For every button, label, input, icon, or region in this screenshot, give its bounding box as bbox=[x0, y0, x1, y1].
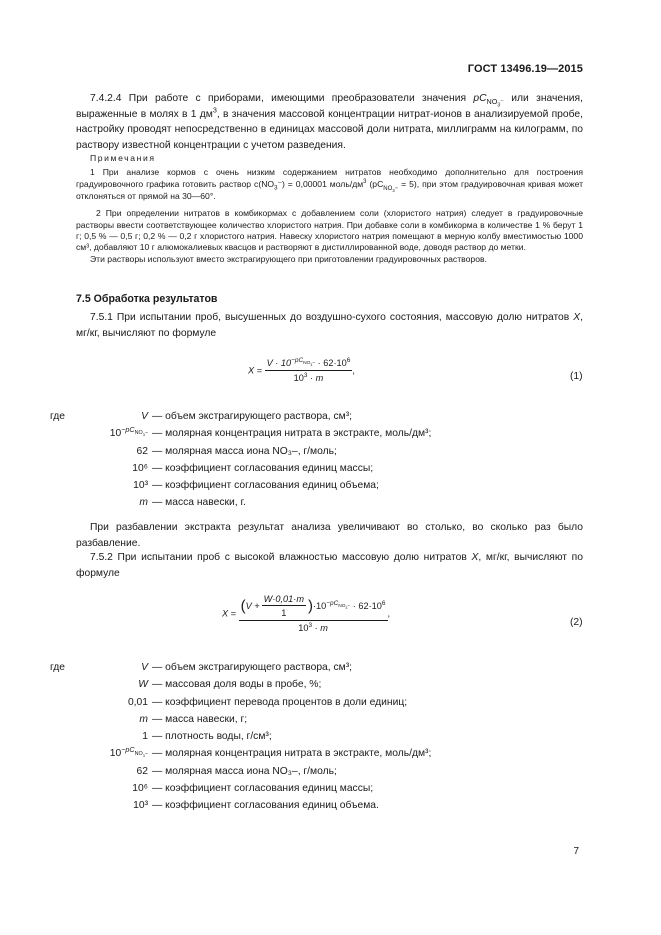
def-row: 10³ — коэффициент согласования единиц объема; bbox=[133, 480, 379, 492]
formula-2: X = (V + $\frac{W\cdot 0,01\cdot m}{1}$ )$\cdot 10^{-pC_{NO_3-}} \cdot 62\cdot 10^6$ $10^3 \cdot m$ , bbox=[222, 594, 391, 633]
equation-number-1: (1) bbox=[570, 371, 583, 382]
def-row: m — масса навески, г; bbox=[139, 713, 248, 725]
notes-block bbox=[76, 153, 583, 265]
def-row: 62 — молярная масса иона NO₃–, г/моль; bbox=[136, 765, 337, 777]
paragraph-7-5-1: 7.5.1 При испытании проб, высушенных до воздушно-сухого состояния, массовую долю нитратов X, мг/кг, вычисляют по формуле bbox=[76, 312, 583, 339]
def-row: m — масса навески, г. bbox=[139, 497, 246, 509]
def-row: 10³ — коэффициент согласования единиц объема. bbox=[133, 800, 379, 812]
note-3: Эти растворы используют вместо экстрагирующего при приготовлении градуировочных растворов. bbox=[90, 253, 487, 264]
note-1: 1 При анализе кормов с очень низким содержанием нитратов необходимо дополнительно для построения градуировочного графика готовить раствор $c(NO_3^-) = 0,00001$ моль/$дм^3$ $(pC_{NO_3-} = 5)$, при этом градуировочная кривая может отклоняться от прямой на 30—60°. bbox=[76, 167, 583, 201]
paragraph-7-4-2-4: 7.4.2.4 При работе с приборами, имеющими преобразователи значения $pC_{NO_3^-}$ или значения, выраженные в молях в 1 $дм^3$, в значения массовой концентрации нитрат-ионов в анализируемой пробе, настройку проводят непосредственно в единицах массовой доли нитрата, миллиграмм на килограмм, по раствору известной концентрации с учетом разведения. bbox=[76, 93, 583, 151]
standard-code-header: ГОСТ 13496.19—2015 bbox=[467, 63, 583, 75]
def-row: 1 — плотность воды, г/см³; bbox=[142, 731, 272, 743]
def-row: $10^{-pC_{NO_3-}}$ — молярная концентрация нитрата в экстракте, моль/дм³; bbox=[109, 745, 432, 760]
def-row: 0,01 — коэффициент перевода процентов в доли единиц; bbox=[127, 696, 408, 708]
section-heading-7-5: 7.5 Обработка результатов bbox=[76, 293, 218, 305]
notes-title: Примечания bbox=[90, 153, 156, 163]
def-row: где V — объем экстрагирующего раствора, см³; bbox=[50, 411, 353, 422]
note-2: 2 При определении нитратов в комбикормах с добавлением соли (хлористого натрия) следует в градуировочные растворы ввести соответствующее количество хлористого натрия. При добавке соли в комбикорма в количестве 1 % берут 1 г; 0,5 % — 0,5 г; 0,2 % — 0,2 г хлористого натрия. Навеску хлористого натрия помещают в мерную колбу вместимостью 1000 см³, добавляют 10 г алюмокалиевых квасцов и растворяют в дистиллированной воде, доводя раствор до метки. bbox=[76, 208, 583, 253]
def-row: 10⁶ — коэффициент согласования единиц массы; bbox=[132, 783, 374, 795]
def-row: W — массовая доля воды в пробе, %; bbox=[138, 679, 322, 691]
page-number: 7 bbox=[573, 846, 579, 857]
definitions-2 bbox=[50, 659, 570, 815]
formula-1: X = $\frac{V \cdot 10^{-pC_{NO_3-}} \cdot 62\cdot 10^6}{10^3 \cdot m}$ , bbox=[248, 356, 355, 383]
def-row: 62 — молярная масса иона NO₃–, г/моль; bbox=[136, 445, 337, 457]
equation-number-2: (2) bbox=[570, 617, 583, 628]
def-row: 10⁶ — коэффициент согласования единиц массы; bbox=[132, 462, 374, 474]
def-row: $10^{-pC_{NO_3-}}$ — молярная концентрация нитрата в экстракте, моль/дм³; bbox=[109, 424, 432, 440]
def-row: где V — объем экстрагирующего раствора, см³; bbox=[50, 662, 353, 673]
paragraph-7-5-2: 7.5.2 При испытании проб с высокой влажностью массовую долю нитратов X, мг/кг, вычисляют по формуле bbox=[76, 552, 583, 579]
paragraph-dilution: При разбавлении экстракта результат анализа увеличивают во столько, во сколько раз было разбавление. bbox=[76, 522, 583, 549]
definitions-1 bbox=[50, 408, 570, 512]
